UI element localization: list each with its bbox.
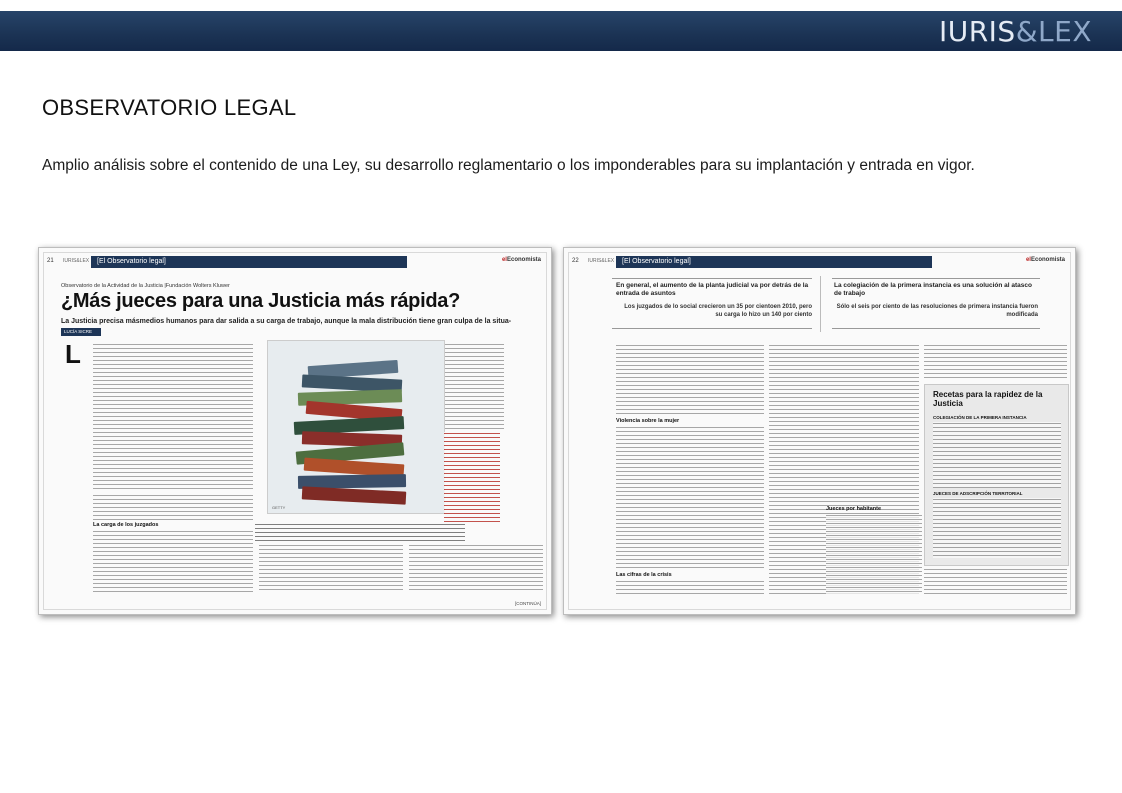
body-text-block [924, 344, 1067, 380]
magazine-header [570, 256, 1069, 268]
pull-quote [255, 523, 465, 541]
mini-brand: IURIS&LEX [63, 258, 90, 264]
article-subtitle: Jueces por habitante [826, 506, 882, 512]
article-subheadline: La Justicia precisa másmedios humanos para dar salida a su carga de trabajo, aunque la mala distribución tiene gran culpa de la situa- [61, 318, 512, 325]
sidebar-text-block [933, 422, 1061, 488]
photo-credit: GETTY [272, 505, 286, 510]
body-text-block [93, 530, 253, 592]
article-subtitle: Violencia sobre la mujer [616, 418, 680, 424]
highlight-text-block [444, 432, 500, 522]
magazine-header [45, 256, 545, 268]
body-text-block [826, 514, 922, 594]
magazine-page-left [38, 247, 552, 615]
divider [820, 276, 821, 332]
page-title: OBSERVATORIO LEGAL [42, 95, 297, 120]
brand-amp-text: &LEX [1015, 15, 1092, 48]
body-text-block [616, 426, 764, 568]
deck-left-title: En general, el aumento de la planta judicial va por detrás de la entrada de asuntos [616, 282, 809, 297]
sidebar-title: Recetas para la rapidez de la Justicia [933, 390, 1043, 408]
publication-name: Economista [1030, 257, 1065, 263]
article-subtitle: Las cifras de la crisis [616, 572, 672, 578]
publication-logo [1026, 257, 1065, 263]
book-shape [302, 486, 407, 504]
continues-label: [CONTINÚA] [514, 601, 541, 606]
body-text-block [409, 544, 543, 592]
top-banner [0, 11, 1122, 51]
page-number: 21 [47, 258, 54, 264]
brand-main-text: IURIS [938, 15, 1016, 48]
body-text-block [259, 544, 403, 592]
sidebar-heading: COLEGIACIÓN DE LA PRIMERA INSTANCIA [933, 415, 1027, 420]
body-text-block [616, 344, 764, 416]
publication-name: Economista [506, 257, 541, 263]
body-text-block [93, 494, 253, 520]
divider [832, 328, 1040, 329]
deck-left-subtitle: Los juzgados de lo social crecieron un 35 por cientoen 2010, pero su carga lo hizo un 140 por ciento [624, 304, 812, 318]
body-text-block [93, 343, 253, 369]
section-bar: [El Observatorio legal] [616, 256, 932, 268]
body-text-block [924, 568, 1067, 594]
divider [832, 278, 1040, 279]
brand-logo [939, 15, 1092, 48]
sidebar-box [924, 384, 1069, 566]
article-kicker: Observatorio de la Actividad de la Justicia |Fundación Wolters Kluwer [61, 283, 230, 289]
section-description: Amplio análisis sobre el contenido de una Ley, su desarrollo reglamentario o los imponderables para su implantación y entrada en vigor. [42, 157, 975, 174]
sidebar-text-block [933, 498, 1061, 558]
article-subtitle: La carga de los juzgados [93, 522, 159, 528]
books-photo [267, 340, 445, 514]
magazine-page-right [563, 247, 1076, 615]
article-byline: LUCÍA SICRE [61, 328, 101, 336]
page-number: 22 [572, 258, 579, 264]
publication-prefix: el [501, 257, 507, 263]
divider [612, 328, 812, 329]
publication-logo [502, 257, 541, 263]
deck-right-title: La colegiación de la primera instancia es una solución al atasco de trabajo [834, 282, 1032, 297]
publication-prefix: el [1025, 257, 1031, 263]
mini-brand: IURIS&LEX [588, 258, 615, 264]
deck-right-subtitle: Sólo el seis por ciento de las resoluciones de primera instancia fueron modificada [836, 304, 1038, 318]
drop-cap: L [65, 339, 81, 369]
section-bar: [El Observatorio legal] [91, 256, 407, 268]
body-text-block [616, 580, 764, 594]
sidebar-heading: JUECES DE ADSCRIPCIÓN TERRITORIAL [933, 491, 1023, 496]
article-headline: ¿Más jueces para una Justicia más rápida? [61, 290, 460, 312]
body-text-block [93, 371, 253, 491]
body-text-block [444, 343, 504, 429]
divider [612, 278, 812, 279]
